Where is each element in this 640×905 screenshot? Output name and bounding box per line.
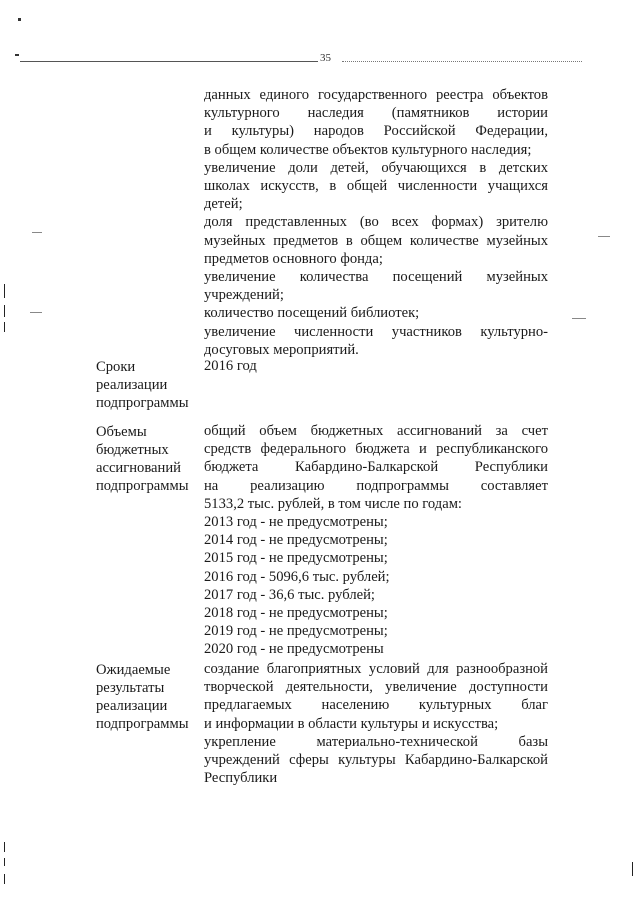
text-line: 2016 год - 5096,6 тыс. рублей; (204, 568, 390, 585)
text-line: на реализацию подпрограммы составляет (204, 477, 548, 494)
label-line: подпрограммы (96, 395, 189, 411)
page-number: 35 (320, 52, 331, 64)
text-line: учреждений; (204, 287, 284, 304)
header-rule (20, 61, 318, 62)
text-line: количество посещений библиотек; (204, 305, 420, 322)
text-line: учреждений сферы культуры Кабардино-Балкарской (204, 752, 548, 769)
text-line: создание благоприятных условий для разнообразной (204, 661, 548, 677)
text-line: культурного наследия (памятников истории (204, 105, 548, 122)
scan-mark (4, 305, 5, 317)
text-line: школах искусств, в общей численности учащихся (204, 178, 548, 195)
scan-speck (15, 54, 19, 56)
scan-mark (4, 284, 5, 298)
label-line: Объемы (96, 424, 147, 440)
results-text (204, 660, 548, 787)
label-line: результаты (96, 680, 165, 696)
text-line: 2013 год - не предусмотрены; (204, 514, 388, 531)
text-line: увеличение доли детей, обучающихся в детских (204, 159, 548, 176)
text-line: и культуры) народов Российской Федерации, (204, 123, 548, 140)
text-line: музейных предметов в общем количестве музейных (204, 232, 548, 249)
results-label (96, 661, 202, 733)
text-line: творческой деятельности, увеличение доступности (204, 679, 548, 696)
scan-mark (30, 312, 42, 313)
budget-label (96, 423, 202, 495)
label-line: бюджетных (96, 442, 169, 458)
header-rule-dotted (342, 61, 582, 62)
scan-mark (4, 842, 5, 852)
text-line: и информации в области культуры и искусства; (204, 715, 499, 732)
text-line: увеличение численности участников культурно- (204, 323, 548, 340)
scan-mark (632, 862, 633, 876)
label-line: реализации (96, 377, 168, 393)
text-line: укрепление материально-технической базы (204, 733, 548, 750)
scan-mark (598, 236, 610, 237)
text-line: 2020 год - не предусмотрены (204, 641, 384, 658)
text-line: бюджета Кабардино-Балкарской Республики (204, 459, 548, 476)
label-line: реализации (96, 698, 168, 714)
scan-speck (18, 18, 21, 21)
text-line: в общем количестве объектов культурного наследия; (204, 141, 532, 158)
text-line: общий объем бюджетных ассигнований за счет (204, 423, 548, 439)
scan-mark (4, 322, 5, 332)
text-line: Республики (204, 770, 278, 787)
text-line: 2016 год (204, 358, 257, 374)
terms-label (96, 358, 202, 412)
text-line: предметов основного фонда; (204, 250, 383, 267)
text-line: 5133,2 тыс. рублей, в том числе по годам: (204, 495, 462, 512)
text-line: досуговых мероприятий. (204, 341, 359, 358)
text-line: средств федерального бюджета и республиканского (204, 441, 548, 458)
text-line: 2018 год - не предусмотрены; (204, 605, 388, 622)
text-line: предлагаемых населению культурных благ (204, 697, 548, 714)
budget-text (204, 422, 548, 659)
label-line: подпрограммы (96, 716, 189, 732)
text-line: детей; (204, 196, 243, 213)
text-line: 2017 год - 36,6 тыс. рублей; (204, 586, 375, 603)
text-line: доля представленных (во всех формах) зрителю (204, 214, 548, 231)
text-line: увеличение количества посещений музейных (204, 269, 548, 286)
continuation-text (204, 86, 548, 359)
text-line: 2019 год - не предусмотрены; (204, 623, 388, 640)
label-line: Сроки (96, 359, 136, 375)
scan-mark (4, 858, 5, 866)
scan-mark (4, 874, 5, 884)
label-line: ассигнований (96, 460, 181, 476)
scan-mark (572, 318, 586, 319)
label-line: Ожидаемые (96, 662, 171, 678)
label-line: подпрограммы (96, 478, 189, 494)
text-line: 2014 год - не предусмотрены; (204, 532, 388, 549)
text-line: данных единого государственного реестра объектов (204, 87, 548, 103)
terms-text (204, 357, 548, 375)
scan-mark (32, 232, 42, 233)
text-line: 2015 год - не предусмотрены; (204, 550, 388, 567)
